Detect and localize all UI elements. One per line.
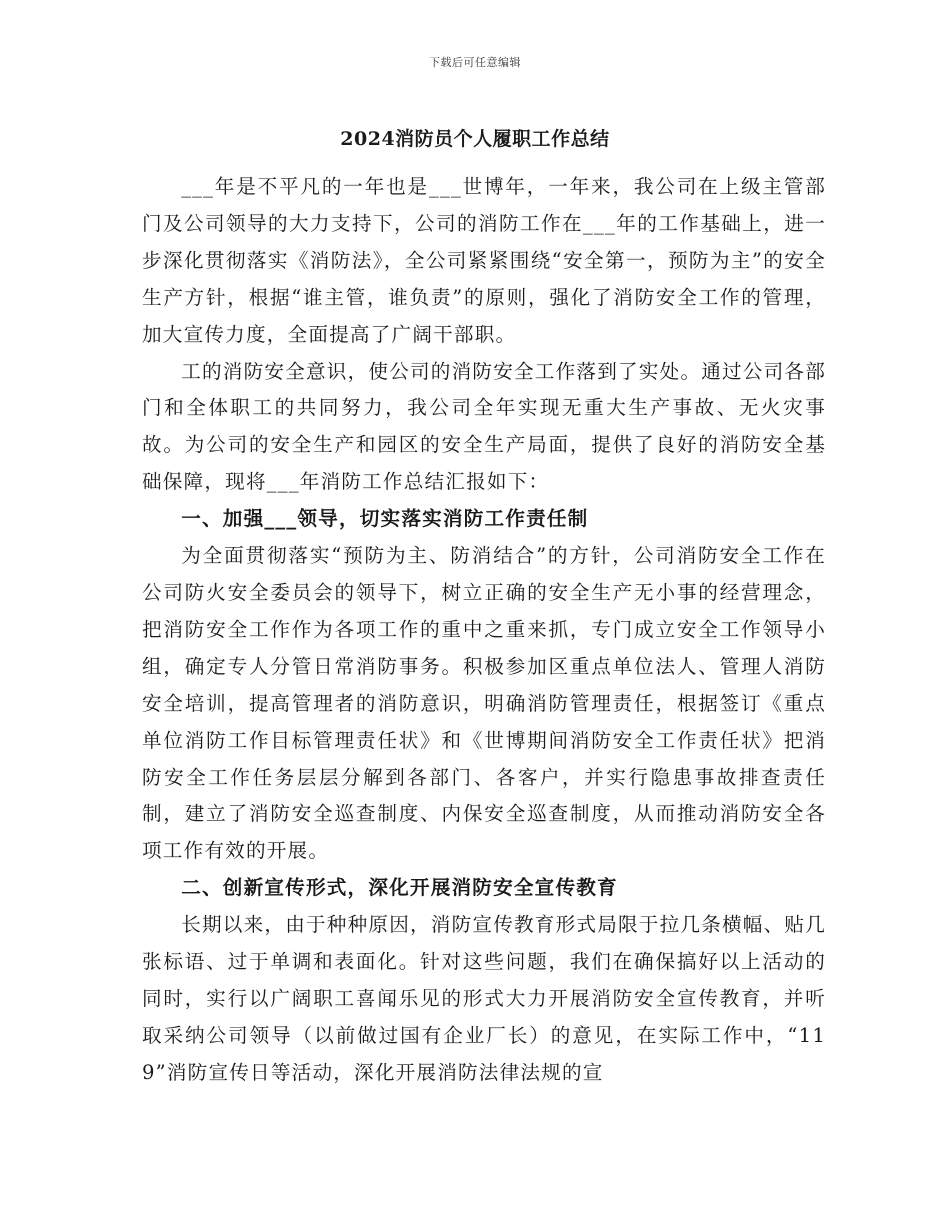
section-1-paragraph: 为全面贯彻落实“预防为主、防消结合”的方针，公司消防安全工作在公司防火安全委员会的领导下，树立正确的安全生产无小事的经营理念，把消防安全工作作为各项工作的重中之重来抓，专门成立安全工作领导小组，确定专人分管日常消防事务。积极参加区重点单位法人、管理人消防安全培训，提高管理者的消防意识，明确消防管理责任，根据签订《重点单位消防工作目标管理责任状》和《世博期间消防安全工作责任状》把消防安全工作任务层层分解到各部门、各客户，并实行隐患事故排查责任制，建立了消防安全巡查制度、内保安全巡查制度，从而推动消防安全各项工作有效的开展。 [142, 544, 826, 863]
intro-paragraph-1: ___年是不平凡的一年也是___世博年，一年来，我公司在上级主管部门及公司领导的大力支持下，公司的消防工作在___年的工作基础上，进一步深化贯彻落实《消防法》，全公司紧紧围绕“安全第一，预防为主”的安全生产方针，根据“谁主管，谁负责”的原则，强化了消防安全工作的管理，加大宣传力度，全面提高了广阔干部职。 [142, 175, 826, 346]
document-body [142, 169, 826, 1092]
section-1-heading: 一、加强___领导，切实落实消防工作责任制 [181, 507, 589, 531]
section-2-paragraph: 长期以来，由于种种原因，消防宣传教育形式局限于拉几条横幅、贴几张标语、过于单调和表面化。针对这些问题，我们在确保搞好以上活动的同时，实行以广阔职工喜闻乐见的形式大力开展消防安全宣传教育，并听取采纳公司领导（以前做过国有企业厂长）的意见，在实际工作中，“119”消防宣传日等活动，深化开展消防法律法规的宣 [142, 913, 826, 1084]
section-2-heading: 二、创新宣传形式，深化开展消防安全宣传教育 [181, 876, 618, 900]
document-title: 2024消防员个人履职工作总结 [340, 128, 610, 150]
header-note: 下载后可任意编辑 [429, 56, 521, 69]
intro-paragraph-2: 工的消防安全意识，使公司的消防安全工作落到了实处。通过公司各部门和全体职工的共同努力，我公司全年实现无重大生产事故、无火灾事故。为公司的安全生产和园区的安全生产局面，提供了良好的消防安全基础保障，现将___年消防工作总结汇报如下： [142, 359, 826, 494]
